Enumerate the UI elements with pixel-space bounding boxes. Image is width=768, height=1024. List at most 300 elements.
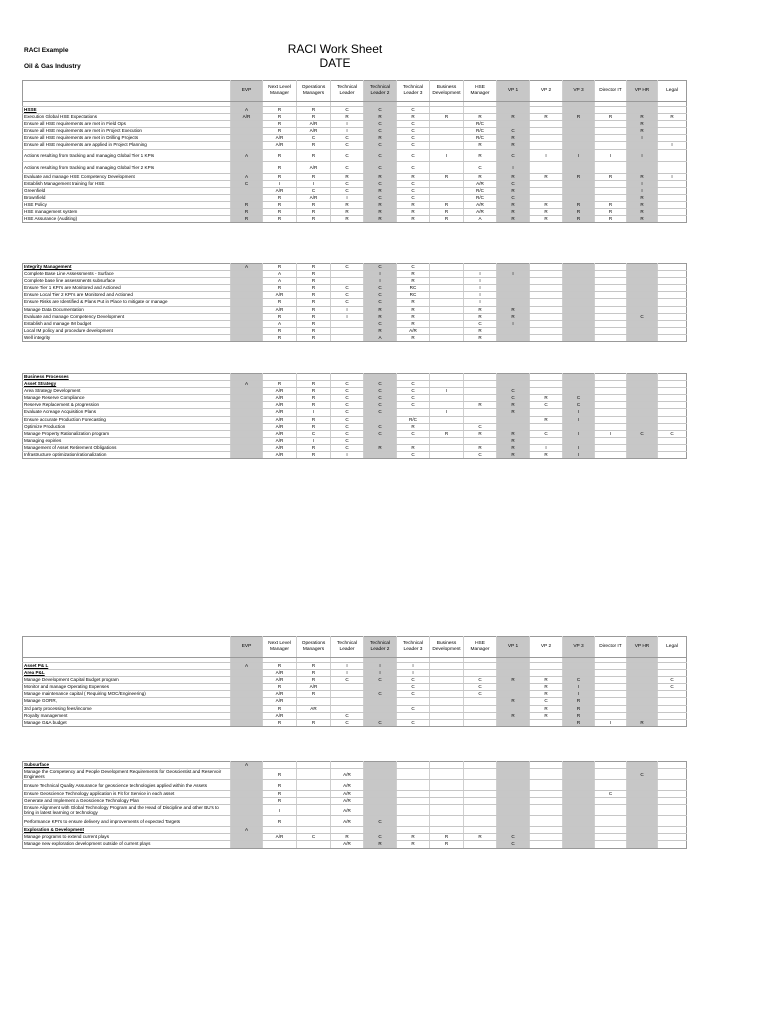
raci-cell bbox=[497, 769, 530, 780]
raci-cell bbox=[397, 780, 430, 791]
raci-cell: C bbox=[331, 437, 364, 444]
role-header: VP 2 bbox=[530, 637, 563, 658]
raci-cell bbox=[430, 381, 464, 388]
raci-cell bbox=[595, 180, 627, 187]
raci-cell bbox=[563, 381, 595, 388]
raci-cell bbox=[627, 395, 658, 402]
raci-cell bbox=[530, 437, 563, 444]
raci-cell: R bbox=[563, 719, 595, 726]
raci-cell: R/C bbox=[464, 194, 497, 201]
raci-cell: R bbox=[627, 194, 658, 201]
raci-cell: I bbox=[658, 142, 687, 149]
raci-cell: C bbox=[397, 705, 430, 712]
raci-cell bbox=[430, 762, 464, 769]
raci-cell: R bbox=[563, 698, 595, 705]
raci-cell bbox=[658, 444, 687, 451]
raci-cell bbox=[231, 334, 263, 341]
raci-cell: C bbox=[464, 684, 497, 691]
raci-cell: R bbox=[297, 320, 331, 327]
raci-cell: R bbox=[530, 216, 563, 223]
raci-cell: C bbox=[331, 444, 364, 451]
raci-cell: I bbox=[297, 180, 331, 187]
raci-cell: R/C bbox=[464, 128, 497, 135]
raci-cell bbox=[595, 142, 627, 149]
role-header: EVP bbox=[231, 637, 263, 658]
raci-cell bbox=[530, 827, 563, 834]
raci-cell bbox=[464, 381, 497, 388]
raci-cell: C bbox=[364, 423, 397, 430]
title-text: RACI Work Sheet bbox=[287, 42, 383, 56]
raci-cell bbox=[627, 334, 658, 341]
raci-cell: R bbox=[430, 201, 464, 208]
role-header: Operations Managers bbox=[297, 637, 331, 658]
raci-cell: I bbox=[397, 663, 430, 670]
raci-cell: C bbox=[331, 381, 364, 388]
raci-cell bbox=[563, 334, 595, 341]
raci-cell bbox=[595, 194, 627, 201]
raci-cell bbox=[497, 827, 530, 834]
raci-cell bbox=[231, 670, 263, 677]
raci-cell bbox=[658, 135, 687, 142]
raci-cell bbox=[530, 663, 563, 670]
raci-cell: A/R bbox=[231, 114, 263, 121]
raci-cell: R bbox=[563, 209, 595, 216]
table-row bbox=[23, 278, 687, 285]
role-header-row bbox=[23, 637, 687, 658]
raci-cell bbox=[563, 834, 595, 841]
task-cell: Manage Property Rationalization program bbox=[23, 430, 231, 437]
table-row bbox=[23, 334, 687, 341]
raci-cell: R bbox=[497, 430, 530, 437]
raci-cell bbox=[627, 444, 658, 451]
raci-cell bbox=[231, 677, 263, 684]
raci-cell bbox=[364, 791, 397, 798]
task-cell: Manage the Competency and People Development Requirements for Geoscientist and Reservoir Engineers bbox=[23, 769, 231, 780]
raci-cell bbox=[231, 299, 263, 306]
raci-cell: I bbox=[331, 313, 364, 320]
raci-cell bbox=[497, 374, 530, 381]
raci-cell: R bbox=[627, 128, 658, 135]
raci-table bbox=[22, 373, 687, 459]
raci-cell: R bbox=[464, 834, 497, 841]
raci-cell: R bbox=[263, 264, 297, 271]
raci-cell: A bbox=[231, 107, 263, 114]
raci-cell: R bbox=[263, 798, 297, 805]
table-row bbox=[23, 320, 687, 327]
raci-cell: C bbox=[397, 677, 430, 684]
table-row bbox=[23, 834, 687, 841]
raci-cell: C bbox=[364, 285, 397, 292]
raci-cell bbox=[595, 395, 627, 402]
raci-cell: A bbox=[263, 271, 297, 278]
raci-cell: R bbox=[263, 299, 297, 306]
role-header: VP 2 bbox=[530, 81, 563, 102]
raci-cell bbox=[530, 107, 563, 114]
raci-cell bbox=[658, 762, 687, 769]
raci-cell: R bbox=[331, 209, 364, 216]
raci-cell: R bbox=[397, 201, 430, 208]
raci-cell: R bbox=[530, 705, 563, 712]
raci-cell: R bbox=[627, 173, 658, 180]
raci-cell: C bbox=[464, 452, 497, 459]
raci-cell: R bbox=[231, 201, 263, 208]
raci-cell bbox=[364, 780, 397, 791]
raci-cell bbox=[231, 135, 263, 142]
table-row bbox=[23, 381, 687, 388]
raci-cell bbox=[658, 187, 687, 194]
raci-cell bbox=[595, 452, 627, 459]
task-cell: Infrastructure optimization/rationalization bbox=[23, 452, 231, 459]
raci-cell bbox=[658, 834, 687, 841]
raci-cell bbox=[595, 663, 627, 670]
raci-cell bbox=[464, 762, 497, 769]
table-row bbox=[23, 841, 687, 848]
raci-cell: I bbox=[530, 149, 563, 161]
raci-cell bbox=[658, 841, 687, 848]
raci-cell: R bbox=[331, 216, 364, 223]
raci-cell: A/R bbox=[331, 798, 364, 805]
raci-cell bbox=[331, 320, 364, 327]
raci-cell bbox=[658, 201, 687, 208]
raci-cell: R bbox=[627, 719, 658, 726]
raci-cell: R bbox=[364, 114, 397, 121]
raci-cell bbox=[297, 698, 331, 705]
raci-cell bbox=[563, 107, 595, 114]
raci-cell: I bbox=[364, 663, 397, 670]
table-row bbox=[23, 299, 687, 306]
raci-cell bbox=[627, 691, 658, 698]
raci-cell bbox=[595, 327, 627, 334]
raci-cell: R bbox=[563, 114, 595, 121]
raci-cell bbox=[231, 816, 263, 827]
raci-cell bbox=[627, 834, 658, 841]
task-cell: Area Strategy Development bbox=[23, 388, 231, 395]
raci-cell: C bbox=[658, 684, 687, 691]
raci-cell: R bbox=[364, 841, 397, 848]
task-cell: Manage G&A budget bbox=[23, 719, 231, 726]
raci-cell: R bbox=[497, 402, 530, 409]
raci-cell bbox=[231, 327, 263, 334]
raci-cell bbox=[397, 437, 430, 444]
raci-cell bbox=[595, 402, 627, 409]
role-header: Technical Leader 3 bbox=[397, 637, 430, 658]
raci-cell: A/R bbox=[397, 327, 430, 334]
raci-cell bbox=[658, 423, 687, 430]
raci-cell bbox=[595, 762, 627, 769]
raci-cell: A/R bbox=[464, 180, 497, 187]
raci-cell: R/C bbox=[464, 121, 497, 128]
table-row bbox=[23, 271, 687, 278]
table-row bbox=[23, 264, 687, 271]
raci-cell bbox=[595, 264, 627, 271]
raci-cell bbox=[397, 769, 430, 780]
task-cell: Ensure Tier 1 KPI's are Monitored and Actioned bbox=[23, 285, 231, 292]
task-cell: Exploration & Development bbox=[23, 827, 231, 834]
raci-cell: R bbox=[464, 149, 497, 161]
raci-cell bbox=[430, 161, 464, 173]
raci-cell: C bbox=[397, 452, 430, 459]
raci-cell bbox=[595, 320, 627, 327]
raci-cell bbox=[497, 762, 530, 769]
raci-cell bbox=[530, 423, 563, 430]
raci-cell bbox=[563, 780, 595, 791]
raci-cell bbox=[430, 187, 464, 194]
raci-cell bbox=[464, 791, 497, 798]
raci-cell bbox=[530, 180, 563, 187]
raci-cell: A/R bbox=[331, 805, 364, 816]
raci-cell: R bbox=[297, 677, 331, 684]
raci-cell: R bbox=[263, 769, 297, 780]
raci-cell bbox=[364, 769, 397, 780]
raci-cell bbox=[530, 327, 563, 334]
raci-cell: C bbox=[497, 834, 530, 841]
raci-cell bbox=[231, 798, 263, 805]
raci-cell bbox=[595, 798, 627, 805]
worksheet-title bbox=[250, 42, 420, 70]
task-cell: Asset P& L bbox=[23, 663, 231, 670]
table-row bbox=[23, 663, 687, 670]
raci-cell: RC bbox=[397, 285, 430, 292]
raci-cell bbox=[397, 805, 430, 816]
role-header: Next Level Manager bbox=[263, 637, 297, 658]
raci-cell bbox=[364, 827, 397, 834]
raci-cell bbox=[397, 698, 430, 705]
raci-cell bbox=[595, 423, 627, 430]
raci-cell: R bbox=[364, 444, 397, 451]
raci-cell: R bbox=[397, 114, 430, 121]
raci-cell bbox=[563, 769, 595, 780]
table-row bbox=[23, 374, 687, 381]
raci-cell bbox=[627, 827, 658, 834]
raci-cell: R bbox=[658, 114, 687, 121]
raci-cell: R bbox=[497, 216, 530, 223]
raci-cell bbox=[658, 816, 687, 827]
task-cell: HSE management system bbox=[23, 209, 231, 216]
table-row bbox=[23, 292, 687, 299]
raci-cell: R bbox=[331, 173, 364, 180]
table-row bbox=[23, 437, 687, 444]
raci-table bbox=[22, 263, 687, 342]
raci-cell bbox=[658, 278, 687, 285]
raci-cell: R bbox=[595, 209, 627, 216]
role-header: Director IT bbox=[595, 637, 627, 658]
raci-cell bbox=[430, 402, 464, 409]
raci-cell bbox=[658, 313, 687, 320]
raci-cell bbox=[530, 834, 563, 841]
raci-cell: R bbox=[530, 209, 563, 216]
table-row bbox=[23, 691, 687, 698]
raci-cell: A bbox=[231, 381, 263, 388]
raci-cell: R bbox=[364, 306, 397, 313]
raci-cell: A/R bbox=[263, 142, 297, 149]
raci-cell: C bbox=[364, 180, 397, 187]
raci-cell: R bbox=[297, 173, 331, 180]
raci-cell: C bbox=[297, 187, 331, 194]
role-header: Business Development bbox=[430, 81, 464, 102]
role-header: VP 1 bbox=[497, 637, 530, 658]
raci-cell: R bbox=[263, 327, 297, 334]
raci-cell bbox=[595, 816, 627, 827]
raci-cell bbox=[595, 677, 627, 684]
raci-cell bbox=[430, 816, 464, 827]
raci-cell bbox=[430, 663, 464, 670]
raci-cell bbox=[563, 320, 595, 327]
raci-cell: I bbox=[464, 292, 497, 299]
raci-cell bbox=[627, 663, 658, 670]
raci-cell bbox=[497, 264, 530, 271]
raci-cell bbox=[627, 423, 658, 430]
raci-cell: C bbox=[397, 121, 430, 128]
raci-cell bbox=[231, 698, 263, 705]
raci-cell: R bbox=[263, 705, 297, 712]
raci-cell: R bbox=[297, 719, 331, 726]
raci-cell bbox=[231, 278, 263, 285]
table-row bbox=[23, 780, 687, 791]
raci-cell: A/R bbox=[297, 194, 331, 201]
raci-cell: A/R bbox=[263, 834, 297, 841]
raci-cell: R bbox=[497, 135, 530, 142]
raci-cell: R bbox=[497, 712, 530, 719]
raci-cell: I bbox=[430, 149, 464, 161]
raci-cell: A bbox=[464, 216, 497, 223]
raci-cell: C bbox=[364, 719, 397, 726]
task-cell: Manage maintenance capital ( Requiring MOC/Engineering) bbox=[23, 691, 231, 698]
raci-cell bbox=[231, 791, 263, 798]
raci-cell bbox=[231, 430, 263, 437]
raci-cell: I bbox=[464, 285, 497, 292]
raci-cell bbox=[397, 712, 430, 719]
task-cell: Ensure accurate Production Forecasting bbox=[23, 416, 231, 423]
raci-cell: I bbox=[627, 180, 658, 187]
raci-cell: C bbox=[364, 402, 397, 409]
table-row bbox=[23, 395, 687, 402]
raci-cell: A/R bbox=[263, 691, 297, 698]
raci-cell: R bbox=[397, 313, 430, 320]
raci-cell: I bbox=[297, 437, 331, 444]
raci-cell bbox=[530, 128, 563, 135]
raci-cell bbox=[563, 388, 595, 395]
table-row bbox=[23, 827, 687, 834]
raci-cell: RC bbox=[397, 292, 430, 299]
raci-cell bbox=[297, 841, 331, 848]
raci-cell bbox=[231, 409, 263, 416]
role-header: Technical Leader bbox=[331, 81, 364, 102]
raci-cell: R bbox=[263, 121, 297, 128]
raci-cell bbox=[658, 209, 687, 216]
raci-cell: R bbox=[497, 187, 530, 194]
raci-cell bbox=[231, 805, 263, 816]
raci-cell bbox=[231, 437, 263, 444]
raci-cell: A/R bbox=[263, 670, 297, 677]
raci-cell bbox=[231, 691, 263, 698]
raci-cell bbox=[530, 299, 563, 306]
task-cell: Local IM policy and procedure development bbox=[23, 327, 231, 334]
raci-cell bbox=[297, 827, 331, 834]
table-row bbox=[23, 670, 687, 677]
raci-cell bbox=[595, 107, 627, 114]
raci-cell bbox=[430, 791, 464, 798]
raci-cell bbox=[595, 712, 627, 719]
raci-cell bbox=[595, 705, 627, 712]
raci-cell bbox=[464, 264, 497, 271]
raci-cell: C bbox=[563, 395, 595, 402]
raci-cell: C bbox=[331, 142, 364, 149]
raci-cell bbox=[658, 705, 687, 712]
raci-cell: R bbox=[530, 201, 563, 208]
raci-cell: C bbox=[331, 430, 364, 437]
raci-cell bbox=[563, 313, 595, 320]
raci-cell bbox=[595, 834, 627, 841]
raci-cell: I bbox=[563, 149, 595, 161]
raci-cell bbox=[627, 285, 658, 292]
task-cell: Royalty management bbox=[23, 712, 231, 719]
raci-cell: I bbox=[563, 430, 595, 437]
raci-cell bbox=[658, 128, 687, 135]
raci-cell bbox=[563, 437, 595, 444]
raci-cell: R bbox=[430, 216, 464, 223]
raci-cell: R bbox=[464, 173, 497, 180]
raci-cell: C bbox=[397, 149, 430, 161]
task-cell: Evaluate and manage Competency Development bbox=[23, 313, 231, 320]
raci-cell bbox=[627, 712, 658, 719]
task-cell: Greenfield bbox=[23, 187, 231, 194]
raci-cell: C bbox=[497, 194, 530, 201]
table-row bbox=[23, 173, 687, 180]
raci-cell bbox=[231, 142, 263, 149]
table-row bbox=[23, 187, 687, 194]
raci-cell: R bbox=[530, 684, 563, 691]
raci-cell: C bbox=[331, 187, 364, 194]
raci-cell: A/R bbox=[263, 437, 297, 444]
raci-cell bbox=[231, 161, 263, 173]
role-header: VP HR bbox=[627, 637, 658, 658]
raci-cell: R bbox=[397, 173, 430, 180]
raci-cell bbox=[497, 691, 530, 698]
raci-cell bbox=[464, 712, 497, 719]
raci-cell: A/R bbox=[464, 209, 497, 216]
raci-cell: C bbox=[364, 409, 397, 416]
raci-table bbox=[22, 80, 687, 223]
table-row bbox=[23, 306, 687, 313]
raci-cell: C bbox=[397, 128, 430, 135]
raci-cell bbox=[497, 798, 530, 805]
raci-cell: C bbox=[364, 677, 397, 684]
raci-cell bbox=[627, 142, 658, 149]
raci-cell bbox=[331, 762, 364, 769]
table-row bbox=[23, 107, 687, 114]
header-blank-cell bbox=[23, 637, 231, 658]
raci-cell bbox=[595, 684, 627, 691]
raci-cell: R bbox=[397, 306, 430, 313]
task-cell: Manage Reserve Compliance bbox=[23, 395, 231, 402]
raci-cell bbox=[627, 292, 658, 299]
raci-cell: I bbox=[497, 161, 530, 173]
raci-cell bbox=[595, 691, 627, 698]
raci-cell: R bbox=[297, 452, 331, 459]
table-row bbox=[23, 423, 687, 430]
task-cell: Optimize Production bbox=[23, 423, 231, 430]
raci-cell: C bbox=[331, 285, 364, 292]
raci-cell bbox=[530, 798, 563, 805]
raci-cell bbox=[231, 187, 263, 194]
raci-cell bbox=[464, 816, 497, 827]
raci-cell bbox=[530, 271, 563, 278]
raci-cell: C bbox=[364, 128, 397, 135]
task-cell: Complete base line assessments subsurface bbox=[23, 278, 231, 285]
role-header: EVP bbox=[231, 81, 263, 102]
table-row bbox=[23, 409, 687, 416]
role-header-row bbox=[23, 81, 687, 102]
